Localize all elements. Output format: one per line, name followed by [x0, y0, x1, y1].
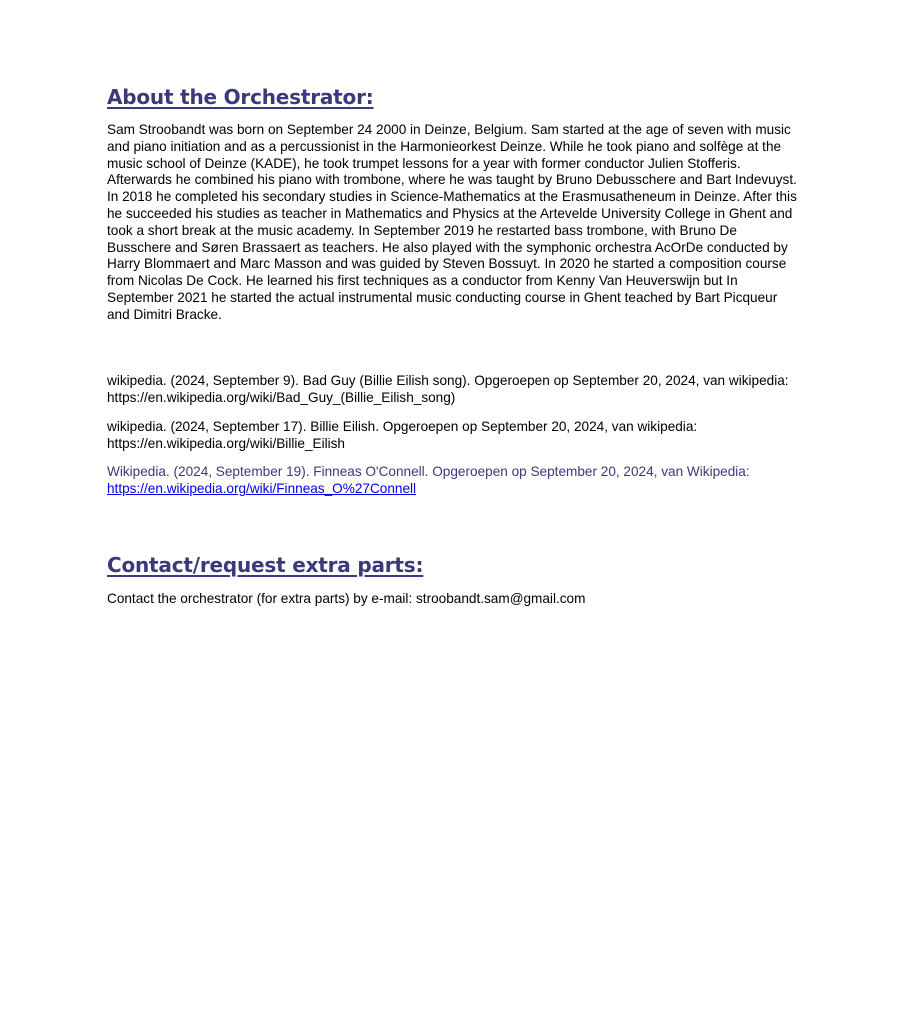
finneas-wikipedia-link[interactable]: https://en.wikipedia.org/wiki/Finneas_O%27Connell: [107, 480, 417, 496]
contact-heading: Contact/request extra parts:: [107, 553, 424, 577]
reference-finneas-text: Wikipedia. (2024, September 19). Finneas O'Connell. Opgeroepen op September 20, 2024, van Wikipedia:: [107, 464, 750, 479]
reference-bad-guy: wikipedia. (2024, September 9). Bad Guy (Billie Eilish song). Opgeroepen op September 20, 2024, van wikipedia: https://en.wikipedia.org/wiki/Bad_Guy_(Billie_Eilish_song): [107, 373, 789, 405]
contact-text: Contact the orchestrator (for extra parts) by e-mail: stroobandt.sam@gmail.com: [107, 591, 586, 606]
reference-billie-eilish: wikipedia. (2024, September 17). Billie Eilish. Opgeroepen op September 20, 2024, van wikipedia: https://en.wikipedia.org/wiki/Billie_Eilish: [107, 419, 698, 451]
reference-finneas: [107, 464, 797, 498]
orchestrator-bio: Sam Stroobandt was born on September 24 2000 in Deinze, Belgium. Sam started at the age of seven with music and piano initiation and as a percussionist in the Harmonieorkest Deinze. While he took piano and solfège at the music school of Deinze (KADE), he took trumpet lessons for a year with former conductor Julien Stofferis. Afterwards he combined his piano with trombone, where he was taught by Bruno Debusschere and Bart Indevuyst. In 2018 he completed his secondary studies in Science-Mathematics at the Erasmusatheneum in Deinze. After this he succeeded his studies as teacher in Mathematics and Physics at the Artevelde University College in Ghent and took a short break at the music academy. In September 2019 he restarted bass trombone, with Bruno De Busschere and Søren Brassaert as teachers. He also played with the symphonic orchestra AcOrDe conducted by Harry Blommaert and Marc Masson and was guided by Steven Bossuyt. In 2020 he started a composition course from Nicolas De Cock. He learned his first techniques as a conductor from Kenny Van Heuverswijn but In September 2021 he started the actual instrumental music conducting course in Ghent teached by Bart Picqueur and Dimitri Bracke.: [107, 122, 797, 322]
about-heading: About the Orchestrator:: [107, 85, 374, 109]
